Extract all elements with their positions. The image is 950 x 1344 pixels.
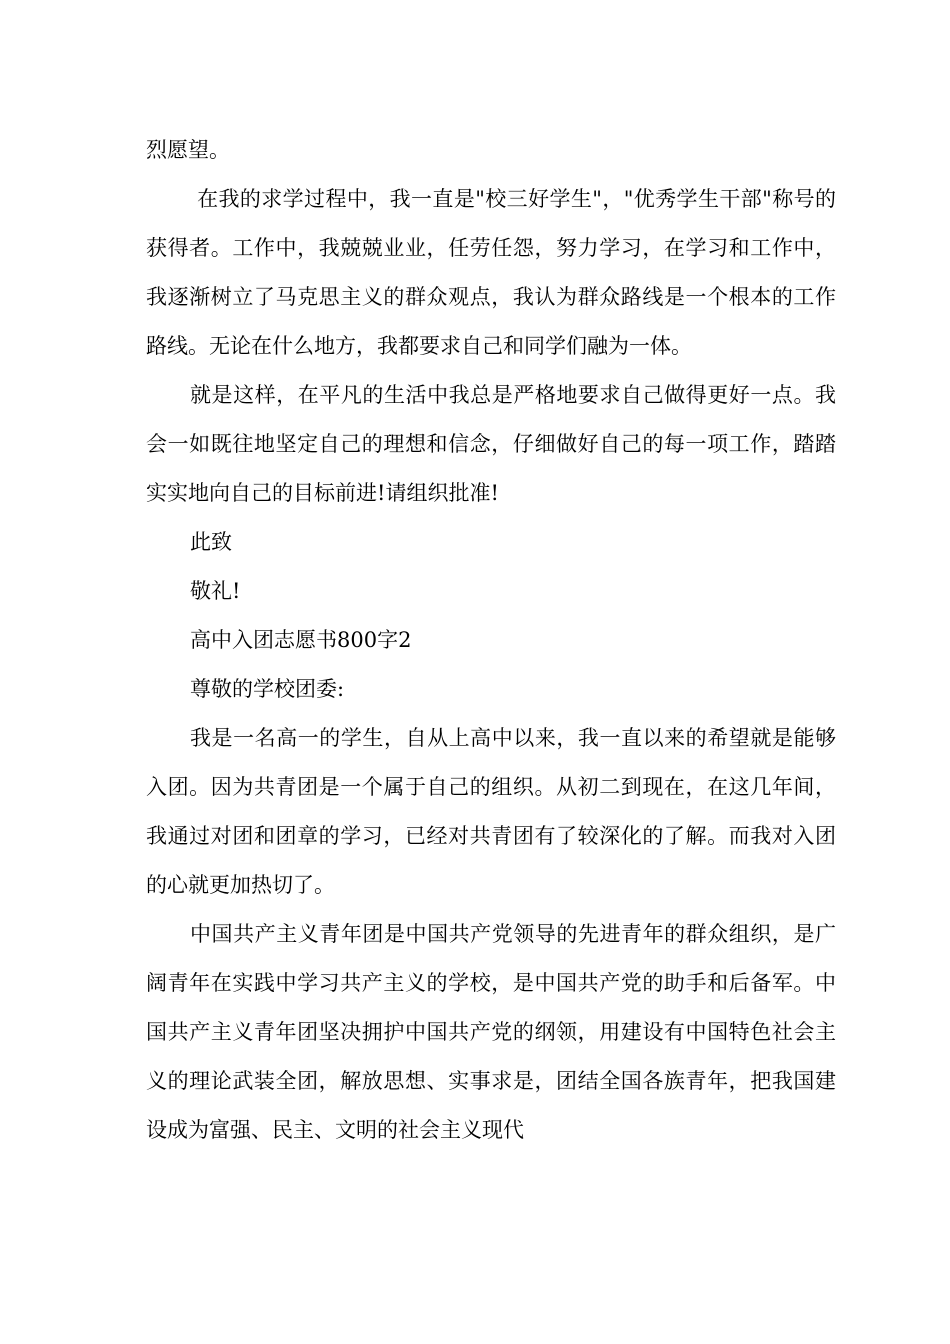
paragraph-resolve: 就是这样，在平凡的生活中我总是严格地要求自己做得更好一点。我会一如既往地坚定自己的理想和信念，仔细做好自己的每一项工作，踏踏实实地向自己的目标前进!请组织批准! [146,383,836,505]
paragraph-honors: 在我的求学过程中，我一直是"校三好学生"，"优秀学生干部"称号的获得者。工作中，我兢兢业业，任劳任怨，努力学习，在学习和工作中，我逐渐树立了马克思主义的群众观点，我认为群众路线是一个根本的工作路线。无论在什么地方，我都要求自己和同学们融为一体。 [146,187,836,358]
section-title: 高中入团志愿书800字2 [190,628,412,652]
paragraph-league-description: 中国共产主义青年团是中国共产党领导的先进青年的群众组织，是广阔青年在实践中学习共产主义的学校，是中国共产党的助手和后备军。中国共产主义青年团坚决拥护中国共产党的纲领，用建设有中国特色社会主义的理论武装全团，解放思想、实事求是，团结全国各族青年，把我国建设成为富强、民主、文明的社会主义现代 [146,922,836,1142]
paragraph-introduction: 我是一名高一的学生，自从上高中以来，我一直以来的希望就是能够入团。因为共青团是一个属于自己的组织。从初二到现在，在这几年间，我通过对团和团章的学习，已经对共青团有了较深化的了解。而我对入团的心就更加热切了。 [146,726,836,897]
paragraph-continuation: 烈愿望。 [146,138,230,162]
document-body [146,126,836,1155]
closing-regards: 敬礼! [190,579,241,603]
closing-salutation: 此致 [190,530,232,554]
addressee: 尊敬的学校团委: [190,677,345,701]
